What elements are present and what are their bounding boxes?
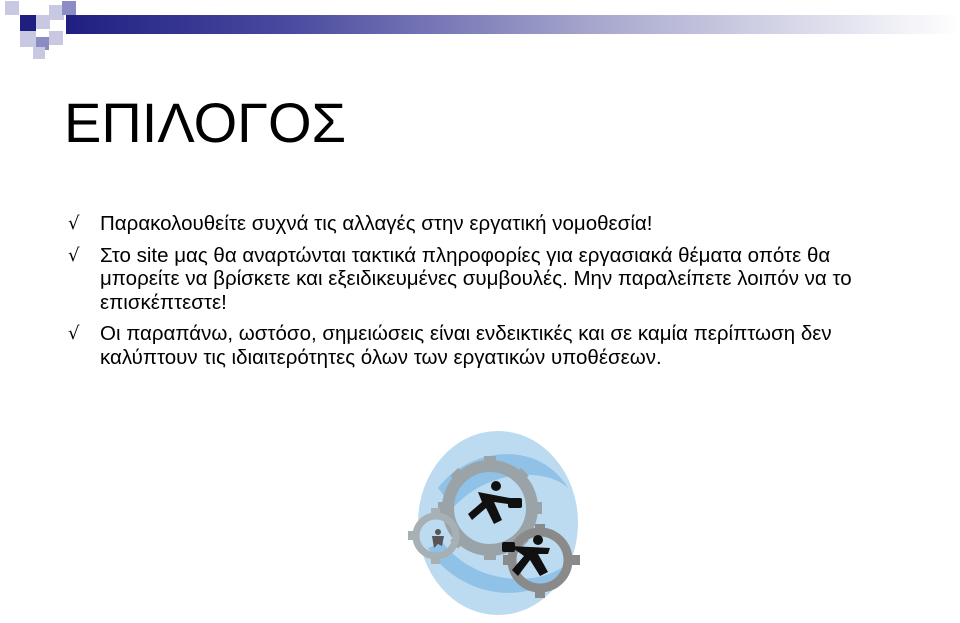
deco-square <box>5 1 19 15</box>
bullet-text: Οι παραπάνω, ωστόσο, σημειώσεις είναι ενδεικτικές και σε καμία περίπτωση δεν καλύπτουν τις ιδιαιτερότητες όλων των εργατικών υποθέσεων. <box>100 322 832 369</box>
deco-square <box>36 15 50 29</box>
header-decoration <box>0 0 960 62</box>
bullet-list <box>68 212 898 377</box>
bullet-item <box>68 322 898 369</box>
deco-square <box>33 47 45 59</box>
check-icon: √ <box>68 213 80 234</box>
bullet-text: Παρακολουθείτε συχνά τις αλλαγές στην εργατική νομοθεσία! <box>100 212 653 235</box>
deco-square <box>62 1 76 15</box>
deco-square <box>20 15 36 31</box>
bullet-item <box>68 244 898 315</box>
bullet-item <box>68 212 898 236</box>
slide-title: ΕΠΙΛΟΓΟΣ <box>64 91 347 154</box>
gears-businessmen-illustration <box>398 428 590 618</box>
deco-square <box>20 31 36 47</box>
check-icon: √ <box>68 244 80 266</box>
deco-square <box>49 31 63 45</box>
check-icon: √ <box>68 323 80 344</box>
bullet-text: Στο site μας θα αναρτώνται τακτικά πληροφορίες για εργασιακά θέματα οπότε θα μπορείτε να βρίσκετε και εξειδικευμένες συμβουλές. Μην παραλείπετε λοιπόν να το επισκέπτεστε! <box>100 243 852 314</box>
header-gradient-bar <box>66 15 960 34</box>
